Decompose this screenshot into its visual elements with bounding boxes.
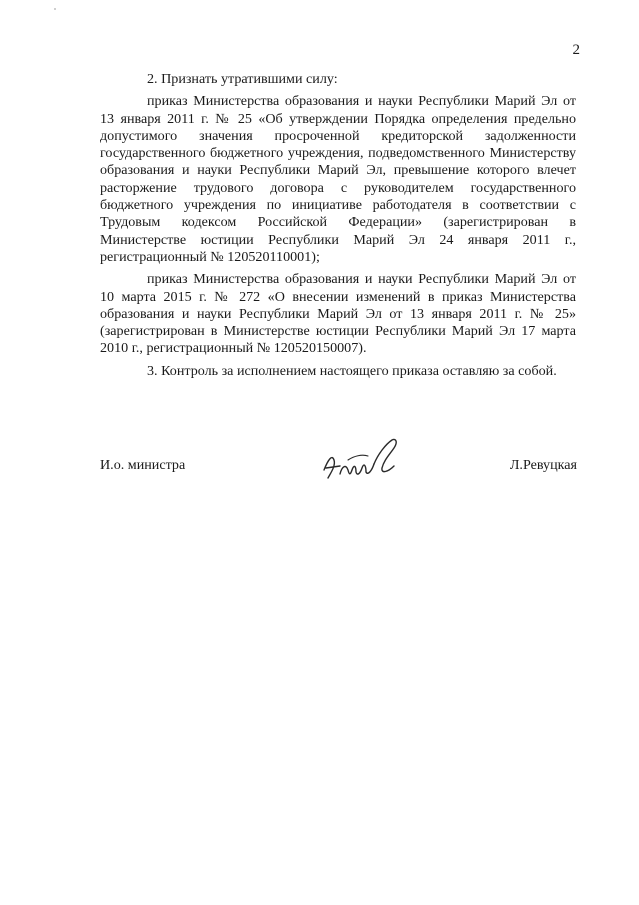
document-body: [100, 71, 576, 380]
signatory-role: И.о. министра: [100, 457, 186, 473]
paragraph-item-3: 3. Контроль за исполнением настоящего приказа оставляю за собой.: [147, 362, 557, 379]
paragraph-order-2011: приказ Министерства образования и науки Республики Марий Эл от 13 января 2011 г. № 25 «Об утверждении Порядка определения предельно допустимого значения просроченной кредиторской задолженности государственного бюджетного учреждения, подведомственного Министерству образования и науки Республики Марий Эл, превышение которого влечет расторжение трудового договора с руководителем государственного бюджетного учреждения по инициативе работодателя в соответствии с Трудовым кодексом Российской Федерации» (зарегистрирован в Министерстве юстиции Республики Марий Эл 24 января 2011 г., регистрационный № 120520110001);: [100, 93, 576, 265]
paragraph-order-2015: приказ Министерства образования и науки Республики Марий Эл от 10 марта 2015 г. № 272 «О внесении изменений в приказ Министерства образования и науки Республики Марий Эл от 13 января 2011 г. № 25» (зарегистрирован в Министерстве юстиции Республики Марий Эл 17 марта 2010 г., регистрационный № 120520150007).: [100, 271, 576, 357]
page-number: 2: [572, 42, 580, 58]
scan-artifact: [54, 8, 56, 10]
paragraph-item-2: 2. Признать утратившими силу:: [147, 71, 338, 87]
handwritten-signature: [318, 430, 408, 490]
signatory-name: Л.Ревуцкая: [509, 457, 577, 473]
